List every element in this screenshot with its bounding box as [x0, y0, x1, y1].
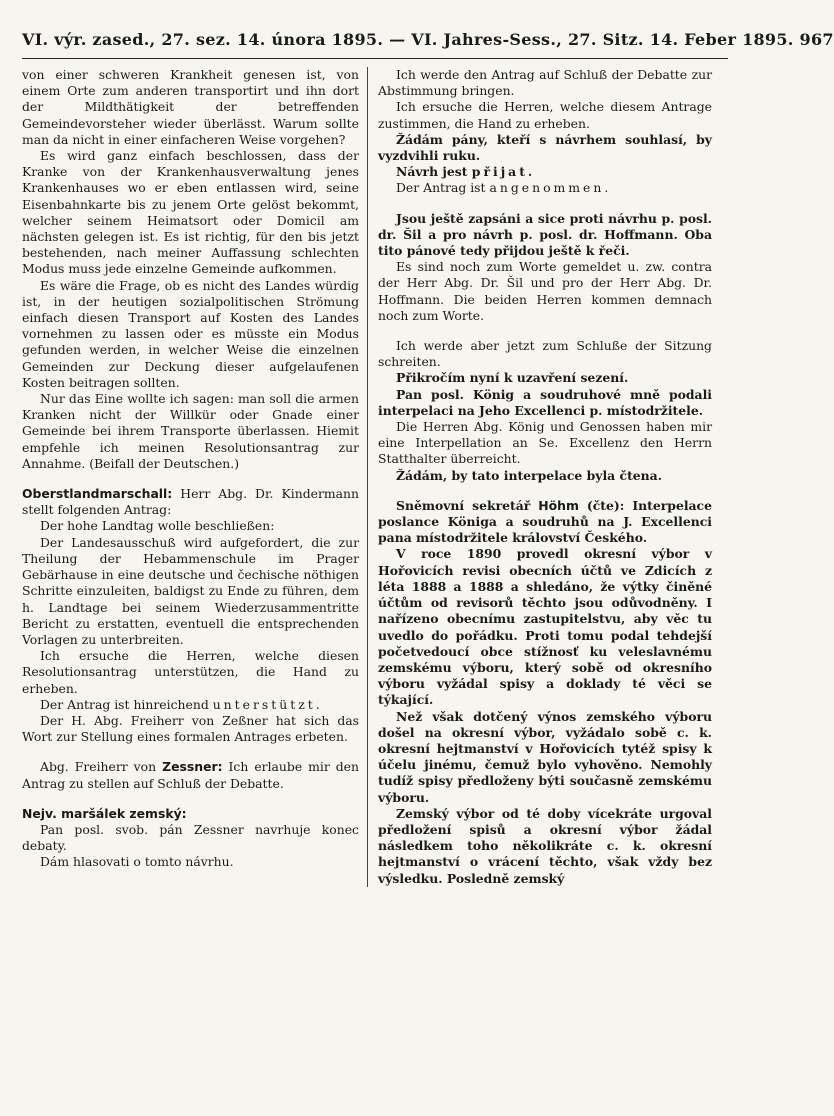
paragraph	[378, 99, 712, 131]
paragraph-text: Sněmovní sekretář	[396, 497, 539, 513]
paragraph	[378, 709, 712, 806]
paragraph	[378, 387, 712, 419]
paragraph	[378, 419, 712, 468]
paragraph-text: Der Antrag ist hinreichend	[40, 696, 213, 712]
paragraph	[378, 498, 712, 547]
paragraph	[22, 148, 359, 278]
paragraph	[22, 391, 359, 472]
paragraph-text: Pan posl. svob. pán Zessner navrhuje konec debaty.	[22, 821, 359, 854]
paragraph	[378, 806, 712, 887]
speaker-name: Oberstlandmarschall:	[22, 486, 173, 502]
paragraph	[378, 338, 712, 370]
right-column	[367, 67, 712, 887]
paragraph-text: Ich ersuche die Herren, welche diesen Resolutionsantrag unterstützen, die Hand zu erheben.	[22, 648, 359, 696]
paragraph	[22, 697, 359, 713]
paragraph-text: Abg. Freiherr von	[40, 759, 163, 775]
paragraph-text: Žádám pány, kteří s návrhem souhlasí, by vyzdvihli ruku.	[378, 131, 712, 164]
paragraph-gap	[22, 472, 359, 486]
paragraph-text: Der hohe Landtag wolle beschließen:	[40, 518, 275, 534]
paragraph-text: Der Landesausschuß wird aufgefordert, die zur Theilung der Hebammenschule im Prager Gebärhause in eine deutsche und čechische nöthigen Schritte einzuleiten, baldigst zu Ende zu führen, dem h. Landtage bei seinem Wiederzusammentritte Bericht zu erstatten, eventuell die entsprechenden Vorlagen zu unterbreiten.	[22, 534, 359, 647]
paragraph-text: Ich werde den Antrag auf Schluß der Debatte zur Abstimmung bringen.	[378, 67, 712, 99]
paragraph-text: Es wäre die Frage, ob es nicht des Landes würdig ist, in der heutigen sozialpolitischen Strömung einfach diesen Transport auf Kosten des Landes vornehmen zu lassen oder es müsste ein Modus gefunden werden, in welcher Weise die einzelnen Gemeinden zur Deckung dieser aufgelaufenen Kosten beitragen sollten.	[22, 277, 359, 390]
paragraph-text: Než však dotčený výnos zemského výboru došel na okresní výbor, vyžádalo sobě c. k. okresní hejtmanství v Hořovicích tytéž spisy k účelu jinému, čemuž bylo vyhověno. Nemohly tudíž spisy předloženy býti současně zemskému výboru.	[378, 708, 712, 805]
paragraph-gap	[378, 324, 712, 338]
paragraph-gap	[22, 792, 359, 806]
two-column-body	[22, 67, 728, 887]
paragraph-text: Pan posl. König a soudruhové mně podali interpelaci na Jeho Excellenci p. místodržitele.	[378, 386, 712, 418]
left-column	[22, 67, 367, 887]
paragraph	[22, 648, 359, 697]
paragraph-text: Návrh jest	[396, 164, 472, 180]
emphasized-text: přijat.	[471, 164, 536, 180]
paragraph	[378, 67, 712, 99]
speaker-name: Nejv. maršálek zemský:	[22, 805, 187, 821]
paragraph	[378, 546, 712, 708]
paragraph	[22, 822, 359, 854]
paragraph-gap	[22, 745, 359, 759]
speaker-name: Zessner:	[162, 759, 223, 775]
paragraph	[22, 854, 359, 870]
emphasized-text: angenommen.	[489, 180, 612, 196]
paragraph	[22, 535, 359, 648]
paragraph-gap	[378, 197, 712, 211]
paragraph-text: Ich ersuche die Herren, welche diesem Antrage zustimmen, die Hand zu erheben.	[378, 99, 712, 131]
paragraph-text: Der H. Abg. Freiherr von Zeßner hat sich das Wort zur Stellung eines formalen Antrages erbeten.	[22, 712, 359, 745]
page-header: VI. výr. zased., 27. sez. 14. února 1895. — VI. Jahres-Sess., 27. Sitz. 14. Feber 1895. 967	[22, 30, 728, 59]
paragraph-text: Přikročím nyní k uzavření sezení.	[396, 370, 629, 386]
paragraph-text: Zemský výbor od té doby vícekráte urgoval předložení spisů a okresní výbor žádal následkem toho několikráte c. k. okresní hejtmanství o vrácení těchto, však vždy bez výsledku. Posledně zemský	[378, 805, 712, 886]
paragraph	[378, 132, 712, 164]
paragraph	[22, 278, 359, 391]
paragraph	[378, 211, 712, 260]
paragraph-text: Jsou ještě zapsáni a sice proti návrhu p. posl. dr. Šil a pro návrh p. posl. dr. Hoffmann. Oba tito pánové tedy přijdou ještě k řeči.	[378, 210, 712, 259]
paragraph	[22, 486, 359, 518]
paragraph	[378, 468, 712, 484]
paragraph-gap	[378, 484, 712, 498]
paragraph-text: Žádám, by tato interpelace byla čtena.	[396, 467, 663, 483]
paragraph-text: Ich werde aber jetzt zum Schluße der Sitzung schreiten.	[378, 338, 712, 370]
paragraph-text: Es wird ganz einfach beschlossen, dass der Kranke von der Krankenhausverwaltung jenes Krankenhauses wo er eben entlassen wird, seine Eisenbahnkarte bis zu jenem Orte gelöst bekommt, welcher seinem Heimatsort oder Domicil am nächsten gelegen ist. Es ist richtig, für den bis jetzt bestehenden, nach meiner Auffassung schlechten Modus muss jede einzelne Gemeinde aufkommen.	[22, 148, 359, 277]
paragraph-text: Herr Abg. Dr. Kindermann stellt folgenden Antrag:	[22, 486, 359, 518]
paragraph	[378, 164, 712, 180]
paragraph	[378, 180, 712, 196]
speaker-name: Höhm	[538, 497, 579, 513]
paragraph	[22, 518, 359, 534]
paragraph-text: (čte): Interpelace poslance Königa a soudruhů na J. Excellenci pana místodržitele království Českého.	[378, 497, 712, 546]
paragraph-text: V roce 1890 provedl okresní výbor v Hořovicích revisi obecních účtů ve Zdicích z léta 1888 a 1888 a shledáno, že výtky činěné účtům od revisorů těchto jsou odůvodněny. I nařízeno obecnímu zastupitelstvu, aby věc tu uvedlo do pořádku. Proti tomu podal tehdejší početvedoucí obce stížnosť ku veleslavnému zemskému výboru, který sobě od okresního výboru vyžádal spisy a doklady té věci se týkající.	[378, 546, 712, 708]
paragraph-text: Die Herren Abg. König und Genossen haben mir eine Interpellation an Se. Excellenz den Herrn Statthalter überreicht.	[378, 419, 712, 467]
paragraph-text: von einer schweren Krankheit genesen ist, von einem Orte zum anderen transportirt und ihn dort der Mildthätigkeit der betreffenden Gemeindevorsteher wieder überlässt. Warum sollte man da nicht in einer einfacheren Weise vorgehen?	[22, 67, 359, 147]
paragraph-text: Es sind noch zum Worte gemeldet u. zw. contra der Herr Abg. Dr. Šil und pro der Herr Abg. Dr. Hoffmann. Die beiden Herren kommen demnach noch zum Worte.	[378, 259, 712, 323]
paragraph-text: Ich erlaube mir den Antrag zu stellen auf Schluß der Debatte.	[22, 759, 359, 791]
paragraph	[378, 370, 712, 386]
paragraph	[378, 259, 712, 324]
paragraph-text: Nur das Eine wollte ich sagen: man soll die armen Kranken nicht der Willkür oder Gnade einer Gemeinde bei ihrem Transporte überlassen. Hiemit empfehle ich meinen Resolutionsantrag zur Annahme. (Beifall der Deutschen.)	[22, 391, 359, 471]
emphasized-text: unterstützt.	[212, 696, 323, 712]
paragraph-text: Dám hlasovati o tomto návrhu.	[40, 854, 234, 870]
paragraph	[22, 713, 359, 745]
paragraph	[22, 67, 359, 148]
paragraph	[22, 806, 359, 822]
paragraph-text: Der Antrag ist	[396, 180, 490, 196]
paragraph	[22, 759, 359, 791]
